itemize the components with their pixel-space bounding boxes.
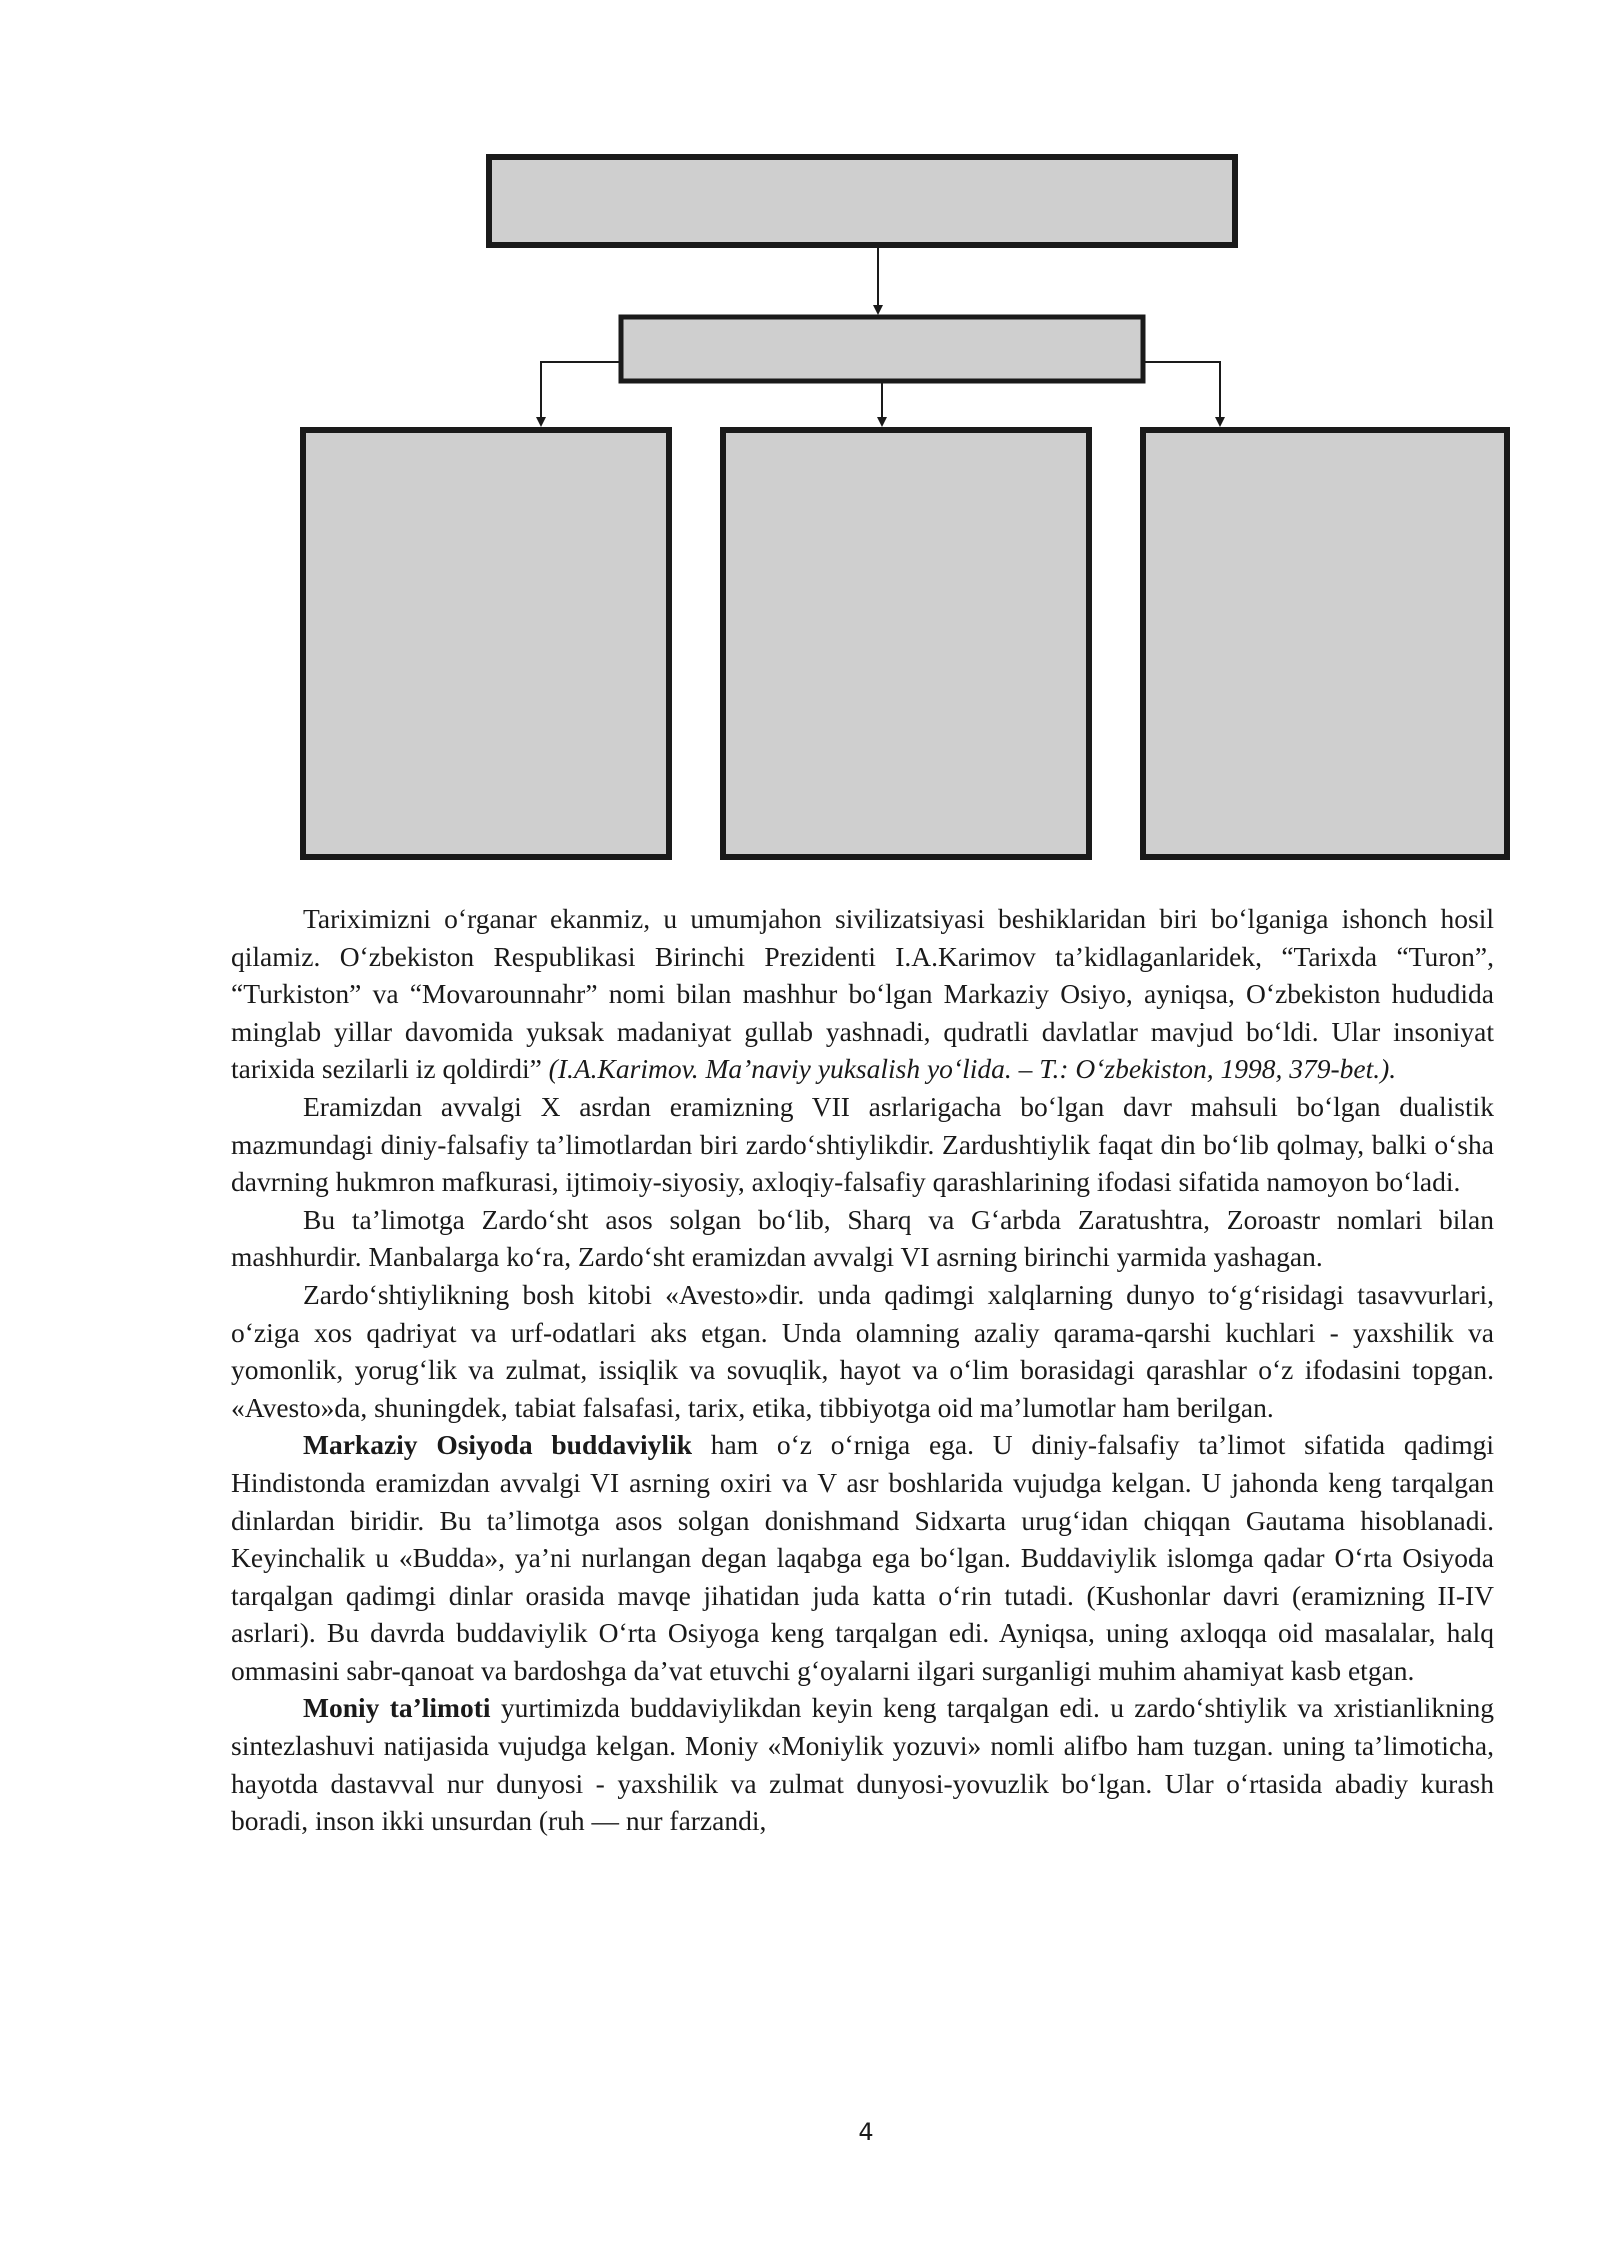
diagram-top-box — [489, 157, 1235, 245]
page-number: 4 — [858, 2118, 874, 2146]
paragraph-2: Eramizdan avvalgi X asrdan eramizning VII asrlarigacha bo‘lgan davr mahsuli bo‘lgan dualistik mazmundagi diniy-falsafiy ta’limotlardan biri zardo‘shtiylikdir. Zardushtiylik faqat din bo‘lib qolmay, balki o‘sha davrning hukmron mafkurasi, ijtimoiy-siyosiy, axloqiy-falsafiy qarashlarining ifodasi sifatida namoyon bo‘ladi. — [231, 1090, 1494, 1198]
diagram-bottom-box-center — [723, 430, 1089, 857]
body-text — [231, 900, 1494, 1840]
paragraph-6 — [231, 1689, 1494, 1839]
paragraph-3: Bu ta’limotga Zardo‘sht asos solgan bo‘lib, Sharq va G‘arbda Zaratushtra, Zoroastr nomlari bilan mashhurdir. Manbalarga ko‘ra, Zardo‘sht eramizdan avvalgi VI asrning birinchi yarmida yashagan. — [231, 1203, 1494, 1273]
diagram-arrow-left — [541, 362, 621, 422]
mani-heading: Moniy ta’limoti — [303, 1692, 491, 1724]
diagram-bottom-box-right — [1143, 430, 1507, 857]
paragraph-4: Zardo‘shtiylikning bosh kitobi «Avesto»dir. unda qadimgi xalqlarning dunyo to‘g‘risidagi tasavvurlari, o‘ziga xos qadriyat va urf-odatlari aks etgan. Unda olamning azaliy qarama-qarshi kuchlari - yaxshilik va yomonlik, yorug‘lik va zulmat, issiqlik va sovuqlik, hayot va o‘lim borasidagi qarashlar o‘z ifodasini topgan. «Avesto»da, shuningdek, tabiat falsafasi, tarix, etika, tibbiyotga oid ma’lumotlar ham berilgan. — [231, 1278, 1494, 1423]
paragraph-5-text: ham o‘z o‘rniga ega. U diniy-falsafiy ta’limot sifatida qadimgi Hindistonda eramizdan avvalgi VI asrning oxiri va V asr boshlarida vujudga kelgan. U jahonda keng tarqalgan dinlardan biridir. Bu ta’limotga asos solgan donishmand Sidxarta urug‘idan chiqqan Gautama hisoblanadi. Keyinchalik u «Budda», ya’ni nurlangan degan laqabga ega bo‘lgan. Buddaviylik islomga qadar O‘rta Osiyoda tarqalgan qadimgi dinlar orasida mavqe jihatidan juda katta o‘rin tutadi. (Kushonlar davri (eramizning II-IV asrlari). Bu davrda buddaviylik O‘rta Osiyoga keng tarqalgan edi. Ayniqsa, uning axloqqa oid masalalar, halq ommasini sabr-qanoat va bardoshga da’vat etuvchi g‘oyalarni ilgari surganligi muhim ahamiyat kasb etgan. — [231, 1429, 1494, 1686]
buddhism-heading: Markaziy Osiyoda buddaviylik — [303, 1429, 693, 1461]
diagram-bottom-box-left — [303, 430, 669, 857]
karimov-citation: (I.A.Karimov. Ma’naviy yuksalish yo‘lida. – T.: O‘zbekiston, 1998, 379-bet.). — [548, 1053, 1397, 1085]
hierarchy-diagram — [0, 0, 1600, 880]
paragraph-1-text: Tariximizni o‘rganar ekanmiz, u umumjahon sivilizatsiyasi beshiklaridan biri bo‘lganiga ishonch hosil qilamiz. O‘zbekiston Respublikasi Birinchi Prezidenti I.A.Karimov ta’kidlaganlaridek, “Tarixda “Turon”, “Turkiston” va “Movarounnahr” nomi bilan mashhur bo‘lgan Markaziy Osiyo, ayniqsa, O‘zbekiston hududida minglab yillar davomida yuksak madaniyat gullab yashnadi, qudratli davlatlar mavjud bo‘ldi. Ular insoniyat tarixida sezilarli iz qoldirdi” — [231, 903, 1494, 1085]
diagram-arrow-right — [1143, 362, 1220, 422]
diagram-middle-box — [621, 317, 1143, 381]
paragraph-6-text: yurtimizda buddaviylikdan keyin keng tarqalgan edi. u zardo‘shtiylik va xristianlikning sintezlashuvi natijasida vujudga kelgan. Moniy «Moniylik yozuvi» nomli alifbo ham tuzgan. uning ta’limoticha, hayotda dastavval nur dunyosi - yaxshilik va zulmat dunyosi-yovuzlik bo‘lgan. Ular o‘rtasida abadiy kurash boradi, inson ikki unsurdan (ruh — nur farzandi, — [231, 1692, 1494, 1837]
paragraph-5 — [231, 1426, 1494, 1689]
paragraph-1 — [231, 900, 1494, 1088]
